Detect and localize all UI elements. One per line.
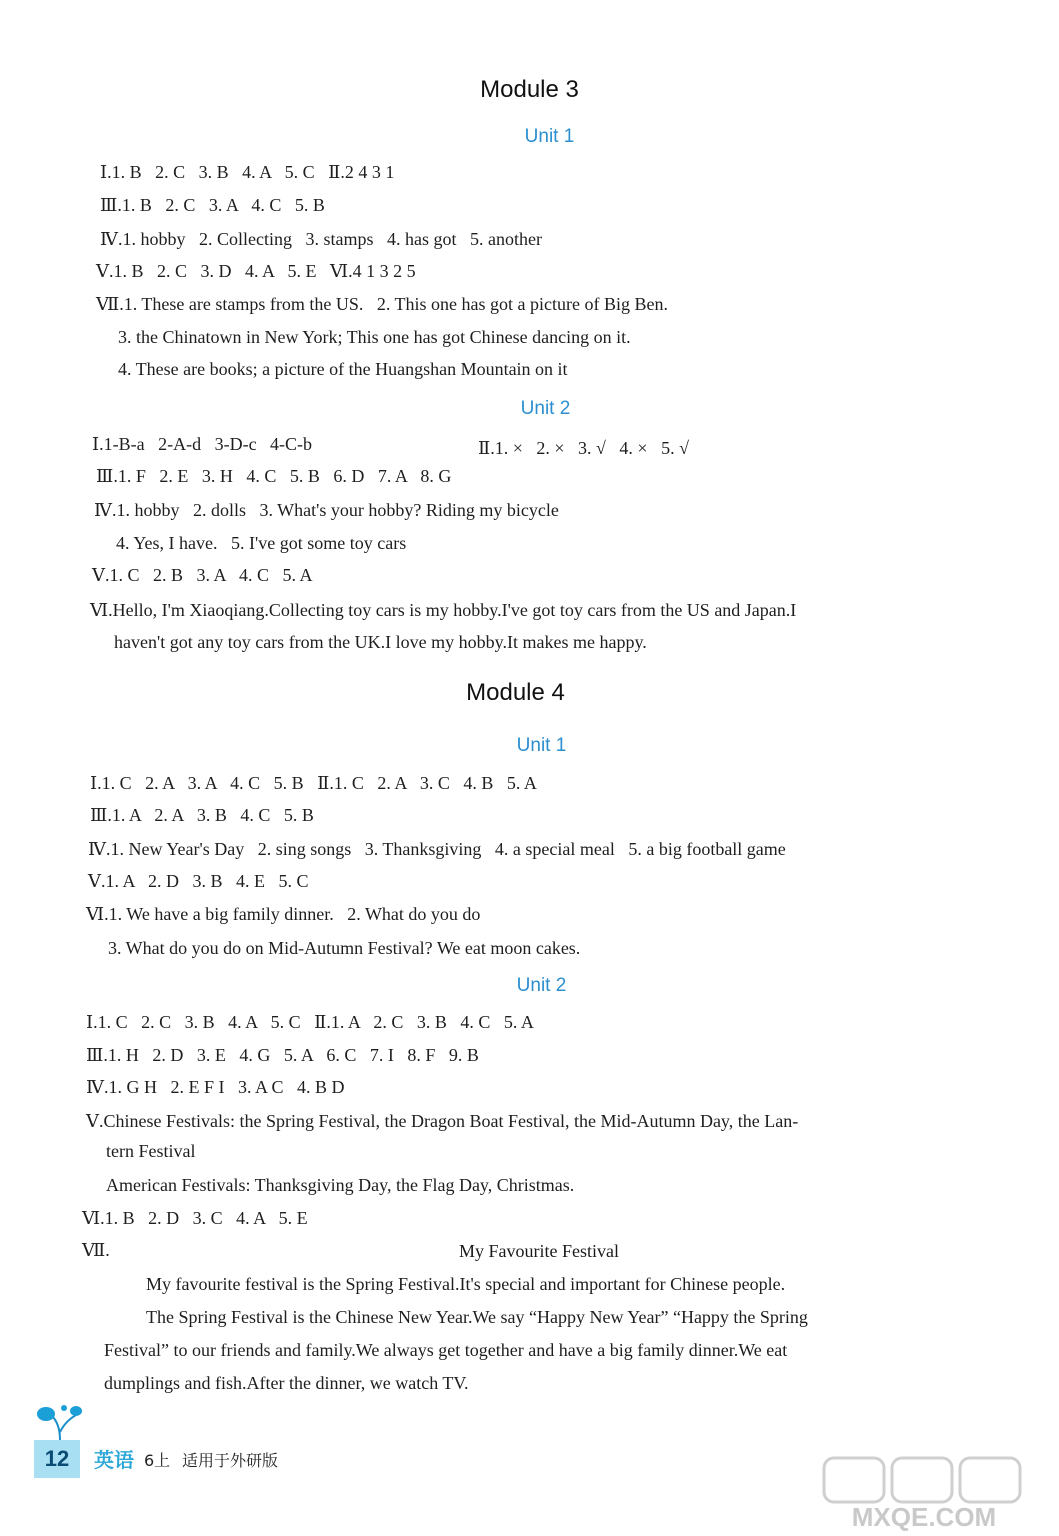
- subject-label: 英语: [94, 1448, 134, 1472]
- answer-line: haven't got any toy cars from the UK.I love my hobby.It makes me happy.: [114, 632, 647, 652]
- answer-line: Ⅴ.1. A 2. D 3. B 4. E 5. C: [88, 871, 309, 891]
- answer-line: 4. Yes, I have. 5. I've got some toy cars: [116, 533, 407, 553]
- answer-line: Ⅲ.1. H 2. D 3. E 4. G 5. A 6. C 7. I 8. F 9. B: [86, 1045, 479, 1065]
- answer-line: 3. the Chinatown in New York; This one has got Chinese dancing on it.: [118, 327, 631, 347]
- grade-label: 6上: [144, 1451, 171, 1470]
- answer-line: Ⅵ.Hello, I'm Xiaoqiang.Collecting toy cars is my hobby.I've got toy cars from the US and Japan.I: [90, 600, 797, 620]
- answer-line: Ⅲ.1. F 2. E 3. H 4. C 5. B 6. D 7. A 8. G: [96, 466, 452, 486]
- sprout-icon: [36, 1404, 84, 1440]
- answer-line: Ⅳ.1. G H 2. E F I 3. A C 4. B D: [86, 1077, 345, 1097]
- answer-line: Ⅰ.1. C 2. C 3. B 4. A 5. C Ⅱ.1. A 2. C 3. B 4. C 5. A: [86, 1012, 534, 1032]
- answer-line: Ⅳ.1. New Year's Day 2. sing songs 3. Thanksgiving 4. a special meal 5. a big football game: [88, 839, 786, 859]
- module-4-title: Module 4: [466, 679, 565, 706]
- answer-line: 3. What do you do on Mid-Autumn Festival? We eat moon cakes.: [108, 938, 581, 958]
- module-3-unit-2-title: Unit 2: [520, 398, 571, 419]
- answer-line: Ⅱ.1. × 2. × 3. √ 4. × 5. √: [478, 438, 689, 458]
- essay-line: dumplings and fish.After the dinner, we watch TV.: [104, 1373, 469, 1393]
- answer-line: Ⅲ.1. B 2. C 3. A 4. C 5. B: [100, 195, 325, 215]
- answer-line: tern Festival: [106, 1141, 196, 1161]
- answer-line: Ⅶ.1. These are stamps from the US. 2. This one has got a picture of Big Ben.: [96, 294, 668, 314]
- answer-line: Ⅰ.1-B-a 2-A-d 3-D-c 4-C-b: [92, 434, 313, 454]
- answer-line: Ⅰ.1. C 2. A 3. A 4. C 5. B Ⅱ.1. C 2. A 3. C 4. B 5. A: [90, 773, 537, 793]
- answer-stamp-icon: [820, 1456, 1030, 1532]
- answer-line: American Festivals: Thanksgiving Day, the Flag Day, Christmas.: [106, 1175, 575, 1195]
- answer-line: Ⅴ.Chinese Festivals: the Spring Festival, the Dragon Boat Festival, the Mid-Autumn Day, the Lan-: [86, 1111, 799, 1131]
- answer-line: Ⅳ.1. hobby 2. dolls 3. What's your hobby? Riding my bicycle: [94, 500, 559, 520]
- essay-line: Festival” to our friends and family.We always get together and have a big family dinner.We eat: [104, 1340, 788, 1360]
- edition-label: 适用于外研版: [182, 1451, 279, 1470]
- essay-title: My Favourite Festival: [459, 1241, 619, 1261]
- answer-line: Ⅲ.1. A 2. A 3. B 4. C 5. B: [90, 805, 314, 825]
- answer-line: Ⅳ.1. hobby 2. Collecting 3. stamps 4. has got 5. another: [100, 229, 542, 249]
- module-4-unit-1-title: Unit 1: [516, 735, 567, 756]
- essay-line: My favourite festival is the Spring Festival.It's special and important for Chinese people.: [146, 1274, 786, 1294]
- page-number: 12: [34, 1440, 80, 1478]
- watermark-text: MXQE.COM: [851, 1502, 997, 1532]
- answer-line: Ⅰ.1. B 2. C 3. B 4. A 5. C Ⅱ.2 4 3 1: [100, 162, 395, 182]
- answer-line: Ⅶ.: [82, 1240, 110, 1260]
- answer-line: Ⅴ.1. C 2. B 3. A 4. C 5. A: [92, 565, 313, 585]
- answer-line: Ⅴ.1. B 2. C 3. D 4. A 5. E Ⅵ.4 1 3 2 5: [96, 261, 416, 281]
- essay-line: The Spring Festival is the Chinese New Year.We say “Happy New Year” “Happy the Spring: [146, 1307, 808, 1327]
- answer-line: Ⅵ.1. We have a big family dinner. 2. What do you do: [86, 904, 481, 924]
- module-3-title: Module 3: [480, 76, 579, 103]
- answer-line: Ⅵ.1. B 2. D 3. C 4. A 5. E: [82, 1208, 308, 1228]
- answer-line: 4. These are books; a picture of the Huangshan Mountain on it: [118, 359, 568, 379]
- page-footer: [34, 1404, 364, 1484]
- module-3-unit-1-title: Unit 1: [524, 126, 575, 147]
- module-4-unit-2-title: Unit 2: [516, 975, 567, 996]
